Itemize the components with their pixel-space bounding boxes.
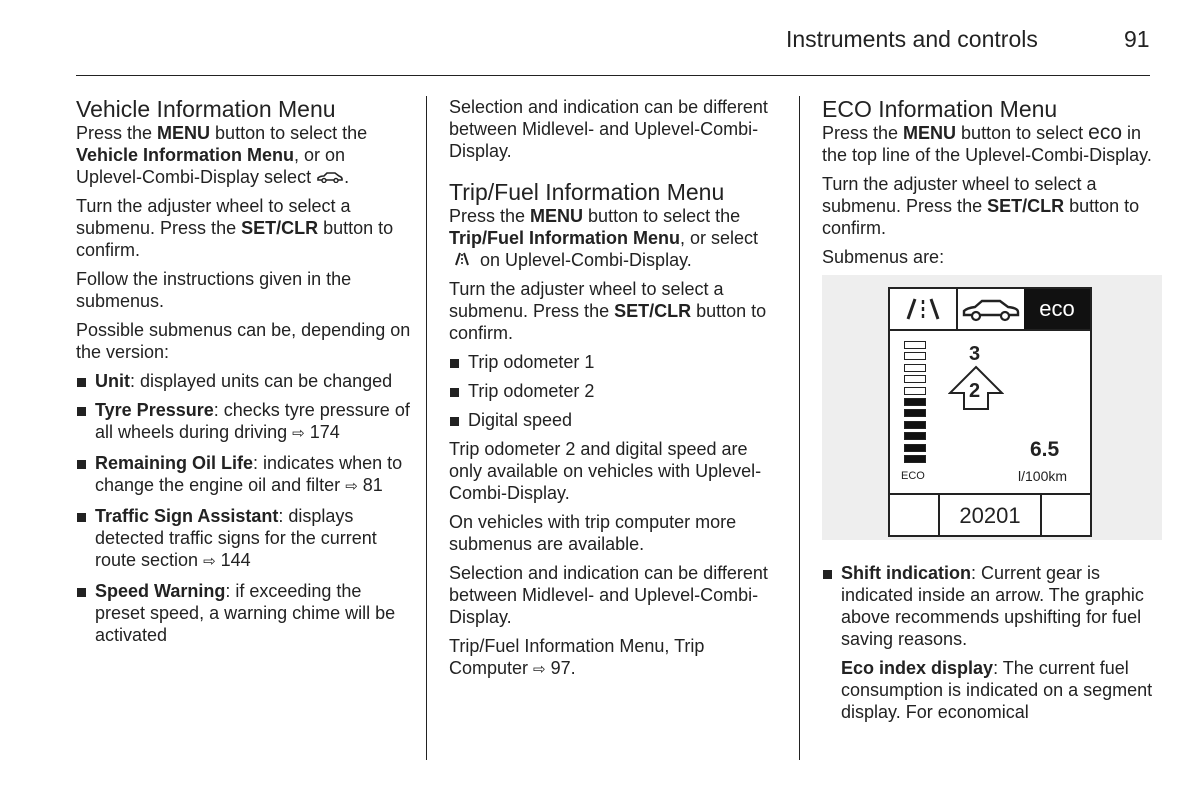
text: button to select the: [210, 123, 368, 143]
submenu-list: [76, 370, 411, 646]
column-divider-1: [426, 96, 427, 760]
text: : checks tyre pressure of all wheels during driving: [95, 400, 410, 442]
list-item: [76, 580, 411, 646]
menu-button-ref: MENU: [157, 123, 211, 143]
column-vehicle-info: [76, 96, 411, 653]
term: Remaining Oil Life: [95, 453, 254, 473]
term: Eco index display: [841, 658, 994, 678]
text: Turn the adjuster wheel to select a submenu. Press the: [76, 196, 351, 238]
paragraph: Submenus are:: [822, 247, 945, 267]
paragraph: Selection and indication can be different between Midlevel- and Uplevel-Combi-Display.: [449, 97, 768, 161]
text: button to select: [956, 123, 1089, 143]
text: , or on Uplevel-Combi-Display select: [76, 145, 346, 187]
eco-segment: [904, 375, 926, 383]
text: Press the: [76, 123, 158, 143]
text: on Uplevel-Combi-Display.: [475, 250, 692, 270]
column-divider-2: [799, 96, 800, 760]
eco-label: ECO: [901, 470, 925, 482]
eco-display-illustration: [822, 275, 1162, 540]
paragraph: Selection and indication can be different between Midlevel- and Uplevel-Combi-Display.: [449, 563, 768, 627]
text: , or select: [680, 228, 759, 248]
section-heading: Vehicle Information Menu: [76, 96, 336, 122]
text: button to confirm.: [449, 301, 767, 343]
page-ref-arrow-icon: ⇨: [292, 425, 305, 442]
display-tab-row: [890, 289, 1090, 331]
eco-segment: [904, 444, 926, 452]
menu-button-ref: MENU: [530, 206, 584, 226]
page-ref-arrow-icon: ⇨: [345, 478, 358, 495]
text: button to confirm.: [76, 218, 394, 260]
text: Turn the adjuster wheel to select a submenu. Press the: [449, 279, 724, 321]
fuel-consumption-unit: l/100km: [1018, 468, 1068, 484]
eco-segment: [904, 421, 926, 429]
term: Unit: [95, 371, 130, 391]
text: Turn the adjuster wheel to select a submenu. Press the: [822, 174, 1097, 216]
set-clr-button-ref: SET/CLR: [987, 196, 1065, 216]
trip-tab: [890, 289, 958, 329]
submenu-list: [822, 562, 1156, 650]
road-icon: [449, 250, 475, 270]
list-item: [76, 452, 411, 498]
section-heading: ECO Information Menu: [822, 96, 1058, 122]
paragraph: On vehicles with trip computer more submenus are available.: [449, 512, 737, 554]
road-icon: [890, 289, 956, 329]
page-ref-arrow-icon: ⇨: [533, 661, 546, 678]
term: Shift indication: [841, 563, 971, 583]
eco-symbol: eco: [1088, 121, 1122, 144]
car-icon: [316, 167, 344, 187]
paragraph: [822, 657, 1156, 723]
eco-segment: [904, 352, 926, 360]
list-item: Digital speed: [449, 409, 784, 431]
text: button to select the: [583, 206, 741, 226]
list-item: [76, 399, 411, 445]
text: : displayed units can be changed: [130, 371, 393, 391]
list-item: [76, 370, 411, 392]
page-ref-arrow-icon: ⇨: [203, 553, 216, 570]
paragraph: [449, 205, 784, 271]
text: in the top line of the Uplevel-Combi-Display.: [822, 123, 1152, 165]
vehicle-tab: [958, 289, 1024, 329]
eco-segment: [904, 387, 926, 395]
paragraph: [822, 173, 1156, 239]
set-clr-button-ref: SET/CLR: [614, 301, 692, 321]
text: : The current fuel consumption is indicated on a segment display. For economical: [841, 658, 1153, 722]
text: : Current gear is indicated inside an arrow. The graphic above recommends upshifting for fuel saving reasons.: [841, 563, 1144, 649]
page-ref-link[interactable]: 97: [550, 658, 571, 678]
set-clr-button-ref: SET/CLR: [241, 218, 319, 238]
menu-button-ref: MENU: [903, 123, 957, 143]
page-ref-link[interactable]: 81: [362, 475, 383, 495]
page-number: 91: [1124, 26, 1150, 52]
odometer-value: 20201: [938, 495, 1042, 537]
paragraph: [449, 635, 784, 681]
page-ref-link[interactable]: 174: [309, 422, 340, 442]
eco-segment: [904, 432, 926, 440]
eco-segment: [904, 364, 926, 372]
eco-segment: [904, 455, 926, 463]
menu-name: Vehicle Information Menu: [76, 145, 295, 165]
eco-segment: [904, 341, 926, 349]
eco-segment: [904, 398, 926, 406]
eco-tab: eco: [1024, 289, 1090, 329]
paragraph: [76, 122, 411, 188]
paragraph: [449, 278, 784, 344]
car-icon: [958, 289, 1024, 329]
term: Speed Warning: [95, 581, 226, 601]
menu-name: Trip/Fuel Information Menu: [449, 228, 680, 248]
term: Traffic Sign Assistant: [95, 506, 279, 526]
page-ref-link[interactable]: 144: [220, 550, 251, 570]
page-header-title: Instruments and controls: [786, 26, 1038, 52]
text: : indicates when to change the engine oil and filter: [95, 453, 403, 495]
paragraph: [822, 122, 1156, 166]
eco-segment: [904, 409, 926, 417]
text: Press the: [449, 206, 531, 226]
paragraph: Possible submenus can be, depending on the version:: [76, 320, 411, 362]
text: button to confirm.: [822, 196, 1140, 238]
column-eco-info: [822, 96, 1156, 730]
list-item: [822, 562, 1156, 650]
list-item: Trip odometer 1: [449, 351, 784, 373]
text: .: [570, 658, 576, 678]
text: : if exceeding the preset speed, a warning chime will be activated: [95, 581, 396, 645]
section-heading: Trip/Fuel Information Menu: [449, 179, 725, 205]
paragraph: [76, 195, 411, 261]
column-trip-fuel: [449, 96, 784, 688]
header-rule: [76, 75, 1150, 76]
display-bottom-row: [890, 493, 1090, 537]
text: .: [344, 167, 350, 187]
text: : displays detected traffic signs for the current route section: [95, 506, 377, 570]
list-item: [76, 505, 411, 573]
paragraph: Follow the instructions given in the submenus.: [76, 269, 352, 311]
recommended-gear: 3: [969, 343, 981, 365]
text: Trip/Fuel Information Menu, Trip Computer: [449, 636, 705, 678]
combi-display: [888, 287, 1092, 537]
text: Press the: [822, 123, 904, 143]
submenu-list: [449, 351, 784, 431]
fuel-consumption-value: 6.5: [1030, 438, 1060, 461]
list-item: Trip odometer 2: [449, 380, 784, 402]
term: Tyre Pressure: [95, 400, 214, 420]
current-gear: 2: [969, 380, 981, 402]
paragraph: Trip odometer 2 and digital speed are only available on vehicles with Uplevel-Combi-Display.: [449, 439, 762, 503]
